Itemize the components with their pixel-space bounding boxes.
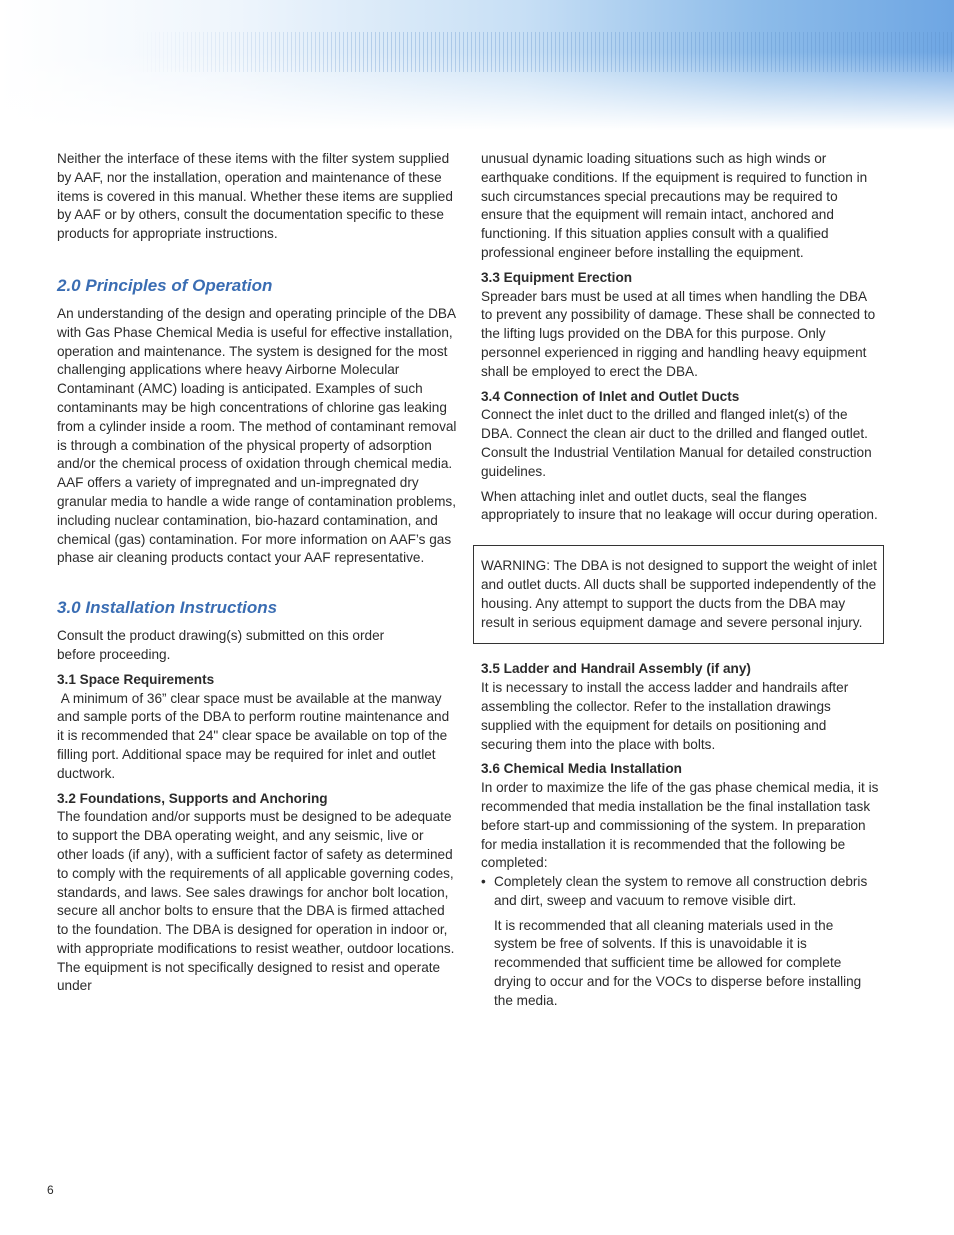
list-item	[481, 873, 879, 911]
section-3-body	[57, 627, 457, 665]
intro-paragraph: Neither the interface of these items with the filter system supplied by AAF, nor the installation, operation and maintenance of these items is covered in this manual. Whether these items are supplied by AAF or by others, consult the documentation specific to these products for appropriate instructions.	[57, 151, 453, 242]
bullet-note: It is recommended that all cleaning materials used in the system be free of solvents. If this is unavoidable it is recommended that sufficient time be allowed for complete drying to occur and for the VOCs to disperse before installing the media.	[494, 917, 862, 1008]
warning-text: WARNING: The DBA is not designed to support the weight of inlet and outlet ducts. All ducts shall be supported independently of the housing. Any attempt to support the ducts from the DBA may result in serious equipment damage and severe personal injury.	[481, 558, 877, 630]
section-3-4-body-1: Connect the inlet duct to the drilled and flanged inlet(s) of the DBA. Connect the clean air duct to the drilled and flanged outlet. Consult the Industrial Ventilation Manual for detailed construction guidelines.	[481, 407, 872, 479]
section-3-body-line2: before proceeding.	[57, 646, 171, 662]
section-3-4-body-2: When attaching inlet and outlet ducts, seal the flanges appropriately to insure that no leakage will occur during operation.	[481, 488, 878, 523]
bullet-icon: •	[481, 874, 486, 890]
section-3-2-body: The foundation and/or supports must be designed to be adequate to support the DBA operating weight, and any seismic, live or other loads (if any), with a sufficient factor of safety as determined to comply with the requirements of all applicable governing codes, standards, and laws. See sales drawings for anchor bolt location, secure all anchor bolts to ensure that the DBA is firmed attached to the foundation. The DBA is designed for operation in indoor or, with appropriate modifications to resist weather, outdoor locations. The equipment is not specifically designed to resist and operate under	[57, 809, 455, 994]
banner-stripes-decoration	[135, 32, 954, 72]
section-3-4-heading: 3.4 Connection of Inlet and Outlet Ducts	[481, 388, 740, 404]
header-banner	[0, 0, 954, 130]
section-3-2-continued: unusual dynamic loading situations such as high winds or earthquake conditions. If the equipment is required to function in such circumstances special precautions may be required to ensure that the equipment will remain intact, anchored and functioning. If this situation applies consult with a qualified professional engineer before installing the equipment.	[481, 151, 868, 260]
section-2-body: An understanding of the design and operating principle of the DBA with Gas Phase Chemical Media is useful for effective installation, operation and maintenance. The system is designed for the most challenging applications where heavy Airborne Molecular Contaminant (AMC) loading is anticipated. Examples of such contaminants may be high concentrations of chlorine gas leaking from a cylinder inside a room. The method of contaminant removal is through a combination of the physical property of adsorption and/or the chemical process of oxidation through chemical media. AAF offers a variety of impregnated and un-impregnated dry granular media to handle a wide range of contamination problems, including nuclear contamination, bio-hazard contamination, and chemical (gas) contamination. For more information on AAF’s gas phase air cleaning products contact your AAF representative.	[57, 305, 457, 566]
section-3-5-body: It is necessary to install the access ladder and handrails after assembling the collector. Refer to the installation drawings supplied with the equipment for details on positioning and securing them into the place with bolts.	[481, 680, 849, 752]
section-3-2-heading: 3.2 Foundations, Supports and Anchoring	[57, 790, 328, 806]
section-3-body-line1: Consult the product drawing(s) submitted on this order	[57, 628, 385, 644]
right-column	[481, 150, 879, 1011]
section-3-6-heading: 3.6 Chemical Media Installation	[481, 761, 682, 777]
section-2-heading: 2.0 Principles of Operation	[57, 275, 273, 295]
section-3-1-body: A minimum of 36” clear space must be available at the manway and sample ports of the DBA to perform routine maintenance and it is recommended that 24" clear space be available on top of the filling port. Additional space may be required for inlet and outlet ductwork.	[57, 690, 453, 781]
warning-box	[473, 545, 884, 644]
section-3-3-body: Spreader bars must be used at all times when handling the DBA to prevent any possibility of damage. These shall be connected to the lifting lugs provided on the DBA for this purpose. Only personnel experienced in rigging and handling heavy equipment shall be employed to erect the DBA.	[481, 288, 876, 379]
section-3-5-heading: 3.5 Ladder and Handrail Assembly (if any)	[481, 661, 751, 677]
section-3-heading: 3.0 Installation Instructions	[57, 598, 278, 618]
left-column	[57, 150, 457, 996]
section-3-3-heading: 3.3 Equipment Erection	[481, 269, 633, 285]
bullet-text: Completely clean the system to remove all construction debris and dirt, sweep and vacuum to remove visible dirt.	[494, 874, 868, 908]
section-3-1-heading: 3.1 Space Requirements	[57, 671, 215, 687]
section-3-6-body: In order to maximize the life of the gas phase chemical media, it is recommended that media installation be the final installation task before start-up and commissioning of the system. In preparation for media installation it is recommended that the following be completed:	[481, 780, 879, 871]
page-number: 6	[47, 1183, 54, 1197]
